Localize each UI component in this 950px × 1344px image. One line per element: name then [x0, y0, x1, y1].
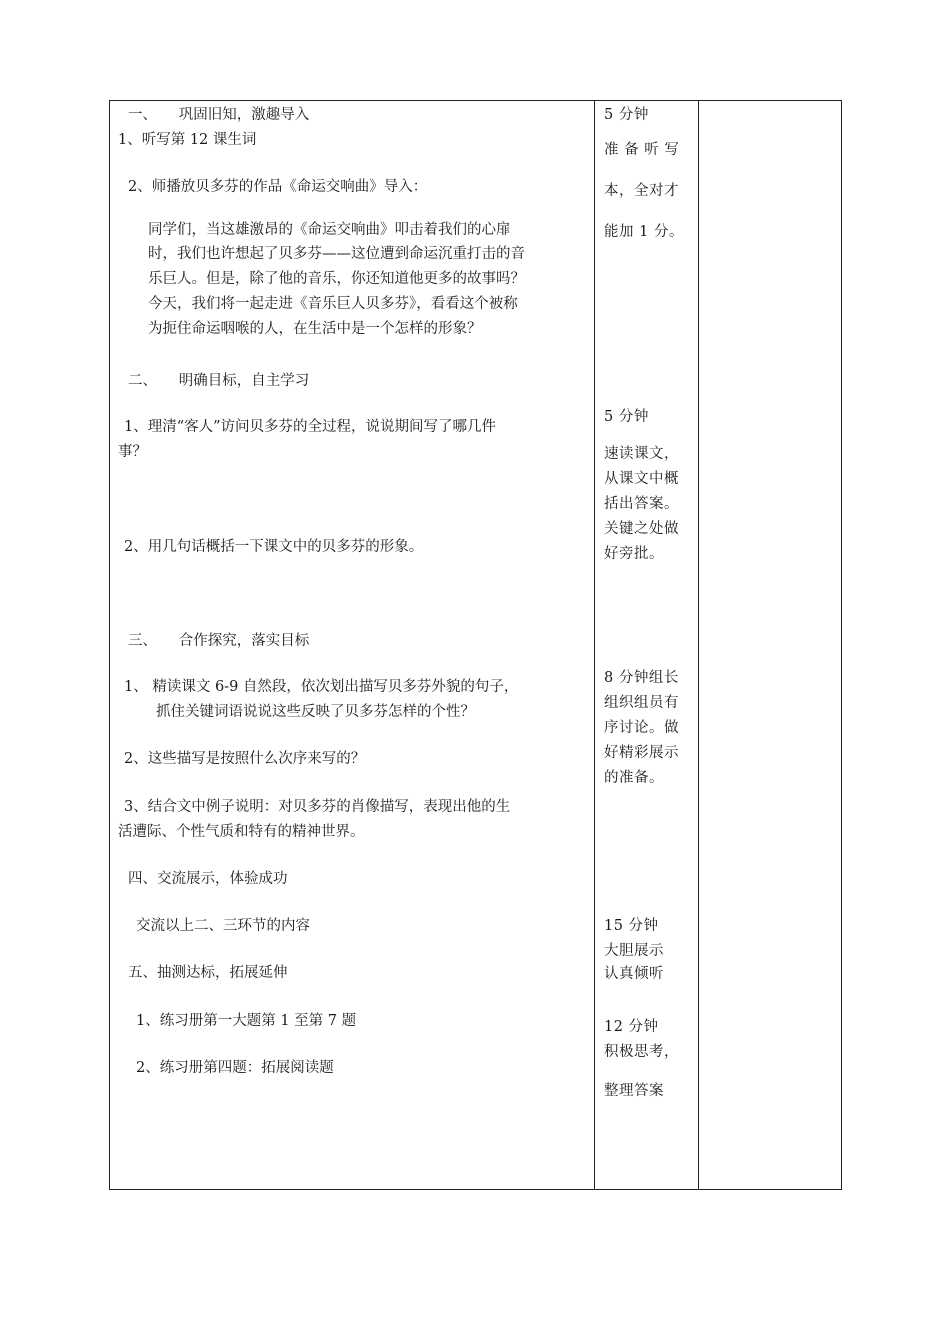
note-1-time: 5 分钟	[604, 107, 649, 123]
section-3-item-1: 1、 精读课文 6-9 自然段，依次划出描写贝多芬外貌的句子，	[124, 679, 519, 695]
section-2-heading: 二、 明确目标，自主学习	[128, 373, 310, 389]
section-2-item-2: 2、用几句话概括一下课文中的贝多芬的形象。	[124, 539, 424, 555]
intro-paragraph-line: 为扼住命运咽喉的人，在生活中是一个怎样的形象？	[148, 321, 482, 337]
note-2-time: 5 分钟	[604, 409, 649, 425]
note-1-line: 本，全对才	[604, 183, 679, 199]
section-2-item-1: 1、理清“客人”访问贝多芬的全过程，说说期间写了哪几件	[124, 419, 497, 435]
note-3-line: 好精彩展示	[604, 745, 679, 761]
note-2-line: 关键之处做	[604, 521, 679, 537]
intro-paragraph-line: 今天，我们将一起走进《音乐巨人贝多芬》，看看这个被称	[148, 296, 518, 312]
note-2-line: 从课文中概	[604, 471, 679, 487]
section-3-item-3: 3、结合文中例子说明：对贝多芬的肖像描写，表现出他的生	[124, 799, 511, 815]
note-2-line: 好旁批。	[604, 546, 664, 562]
note-4-line: 大胆展示	[604, 943, 664, 959]
section-3-item-2: 2、这些描写是按照什么次序来写的？	[124, 751, 366, 767]
section-4-item: 交流以上二、三环节的内容	[136, 918, 310, 934]
section-5-item-2: 2、练习册第四题：拓展阅读题	[136, 1060, 334, 1076]
section-5-heading: 五、抽测达标，拓展延伸	[128, 965, 288, 981]
lesson-table	[109, 100, 842, 1190]
section-2-item-1-cont: 事？	[118, 444, 147, 460]
note-3-line: 的准备。	[604, 770, 664, 786]
note-5-time: 12 分钟	[604, 1019, 659, 1035]
note-4-time: 15 分钟	[604, 918, 659, 934]
section-3-heading: 三、 合作探究，落实目标	[128, 633, 310, 649]
note-1-line: 能加 1 分。	[604, 224, 684, 240]
section-1-item-1: 1、听写第 12 课生词	[118, 132, 257, 148]
intro-paragraph-line: 时，我们也许想起了贝多芬——这位遭到命运沉重打击的音	[148, 246, 525, 262]
section-5-item-1: 1、练习册第一大题第 1 至第 7 题	[136, 1013, 357, 1029]
remarks-column	[699, 101, 841, 1189]
note-2-line: 速读课文，	[604, 446, 679, 462]
note-3-line: 8 分钟组长	[604, 670, 679, 686]
section-1-heading: 一、 巩固旧知，激趣导入	[128, 107, 310, 123]
note-1-line: 准 备 听 写	[604, 142, 680, 158]
note-3-line: 序讨论。做	[604, 720, 679, 736]
intro-paragraph-line: 乐巨人。但是，除了他的音乐，你还知道他更多的故事吗？	[148, 271, 525, 287]
note-3-line: 组织组员有	[604, 695, 679, 711]
note-5-line: 积极思考，	[604, 1044, 679, 1060]
intro-paragraph-line: 同学们，当这雄激昂的《命运交响曲》叩击着我们的心扉	[148, 222, 511, 238]
note-2-line: 括出答案。	[604, 496, 679, 512]
section-1-item-2: 2、师播放贝多芬的作品《命运交响曲》导入：	[128, 179, 428, 195]
section-3-item-3-cont: 活遭际、个性气质和特有的精神世界。	[118, 824, 365, 840]
note-4-line: 认真倾听	[604, 966, 664, 982]
section-3-item-1-cont: 抓住关键词语说说这些反映了贝多芬怎样的个性？	[156, 704, 475, 720]
column-divider-1	[594, 101, 595, 1189]
section-4-heading: 四、交流展示，体验成功	[128, 871, 288, 887]
note-5-line: 整理答案	[604, 1083, 664, 1099]
